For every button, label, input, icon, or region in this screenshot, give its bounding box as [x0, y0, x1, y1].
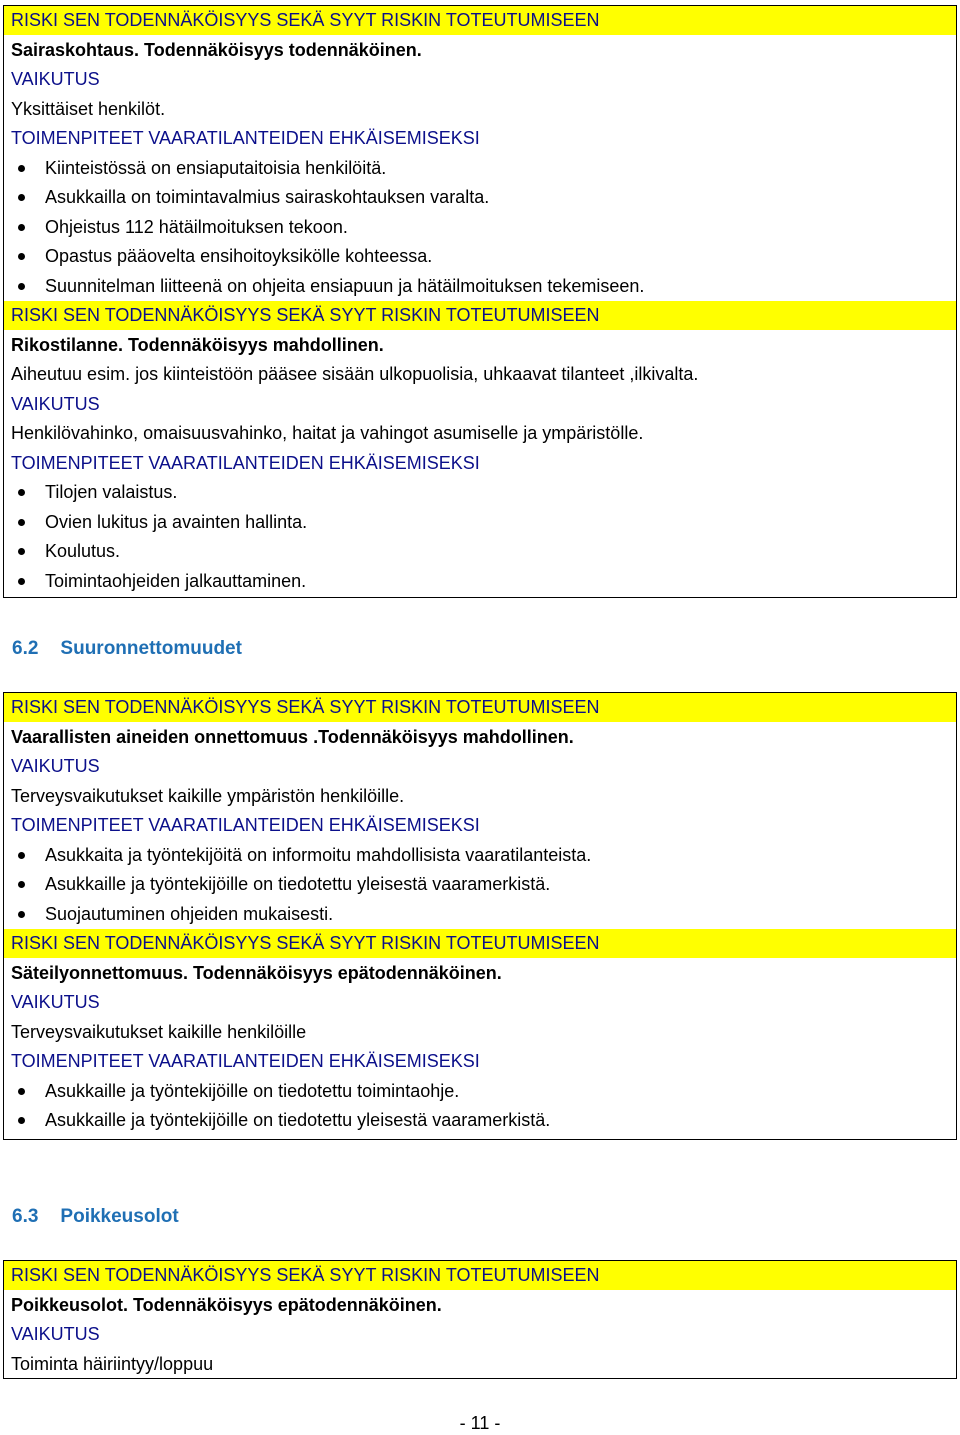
section-label-text: TOIMENPITEET VAARATILANTEIDEN EHKÄISEMISEKSI	[11, 815, 480, 835]
section-heading-6-3	[12, 1206, 179, 1228]
risk-table-1	[3, 5, 957, 598]
section-number: 6.2	[12, 638, 39, 659]
text-line-text: Yksittäiset henkilöt.	[11, 98, 166, 119]
bullet-item-text: Asukkaille ja työntekijöille on tiedotettu yleisestä vaaramerkistä.	[45, 1110, 551, 1130]
text-line	[4, 1018, 306, 1047]
bullet-item	[4, 242, 432, 271]
risk-title	[4, 959, 502, 988]
bullet-item-text: Ovien lukitus ja avainten hallinta.	[45, 511, 308, 532]
text-line	[4, 1350, 213, 1379]
risk-header	[4, 929, 956, 958]
text-line-text: Terveysvaikutukset kaikille ympäristön henkilöille.	[11, 785, 405, 806]
risk-title-text: Poikkeusolot. Todennäköisyys epätodennäköinen.	[11, 1294, 442, 1315]
risk-title-text: Sairaskohtaus. Todennäköisyys todennäköinen.	[11, 39, 422, 60]
bullet-item-text: Ohjeistus 112 hätäilmoituksen tekoon.	[45, 216, 348, 237]
section-label-text: TOIMENPITEET VAARATILANTEIDEN EHKÄISEMISEKSI	[11, 1051, 480, 1071]
section-label	[4, 988, 100, 1017]
bullet-item	[4, 478, 177, 507]
risk-header-text: RISKI SEN TODENNÄKÖISYYS SEKÄ SYYT RISKIN TOTEUTUMISEEN	[11, 305, 600, 325]
text-line-text: Henkilövahinko, omaisuusvahinko, haitat ja vahingot asumiselle ja ympäristölle.	[11, 423, 644, 443]
bullet-item	[4, 1106, 550, 1135]
bullet-icon	[18, 165, 25, 172]
bullet-icon	[18, 489, 25, 496]
bullet-icon	[18, 519, 25, 526]
bullet-item	[4, 272, 644, 301]
text-line	[4, 419, 643, 448]
bullet-item	[4, 508, 307, 537]
section-label	[4, 65, 100, 94]
section-heading-6-2	[12, 638, 242, 660]
bullet-icon	[18, 852, 25, 859]
risk-title	[4, 723, 574, 752]
bullet-icon	[18, 911, 25, 918]
section-label-text: TOIMENPITEET VAARATILANTEIDEN EHKÄISEMISEKSI	[11, 128, 480, 148]
text-line-text: Toiminta häiriintyy/loppuu	[11, 1353, 214, 1374]
bullet-item-text: Asukkaita ja työntekijöitä on informoitu mahdollisista vaaratilanteista.	[45, 844, 592, 865]
section-label-text: VAIKUTUS	[11, 393, 100, 414]
bullet-icon	[18, 548, 25, 555]
risk-title	[4, 331, 384, 360]
bullet-item	[4, 870, 550, 899]
section-label	[4, 390, 100, 419]
section-label	[4, 124, 480, 153]
bullet-item-text: Asukkailla on toimintavalmius sairaskohtauksen varalta.	[45, 187, 490, 207]
bullet-item	[4, 841, 591, 870]
section-label	[4, 1047, 480, 1076]
bullet-icon	[18, 1117, 25, 1124]
bullet-item-text: Suunnitelman liitteenä on ohjeita ensiapuun ja hätäilmoituksen tekemiseen.	[45, 275, 645, 296]
bullet-item-text: Asukkaille ja työntekijöille on tiedotettu yleisestä vaaramerkistä.	[45, 874, 551, 894]
section-label	[4, 811, 480, 840]
bullet-icon	[18, 194, 25, 201]
section-number: 6.3	[12, 1206, 39, 1227]
bullet-icon	[18, 578, 25, 585]
risk-table-3	[3, 1260, 957, 1379]
risk-title	[4, 36, 422, 65]
section-label	[4, 449, 480, 478]
section-label-text: VAIKUTUS	[11, 992, 100, 1012]
bullet-item	[4, 213, 348, 242]
risk-title-text: Rikostilanne. Todennäköisyys mahdollinen.	[11, 334, 384, 355]
section-label-text: VAIKUTUS	[11, 1324, 100, 1344]
section-label	[4, 1320, 100, 1349]
section-label-text: VAIKUTUS	[11, 756, 100, 776]
bullet-item	[4, 567, 306, 596]
risk-header-text: RISKI SEN TODENNÄKÖISYYS SEKÄ SYYT RISKIN TOTEUTUMISEEN	[11, 697, 600, 717]
bullet-icon	[18, 1088, 25, 1095]
text-line	[4, 360, 698, 389]
page-number: - 11 -	[459, 1413, 501, 1433]
risk-table-2	[3, 692, 957, 1140]
risk-header	[4, 301, 956, 330]
risk-title	[4, 1291, 442, 1320]
text-line	[4, 95, 165, 124]
bullet-item-text: Koulutus.	[45, 541, 121, 561]
risk-header	[4, 6, 956, 35]
risk-title-text: Vaarallisten aineiden onnettomuus .Todennäköisyys mahdollinen.	[11, 726, 574, 747]
bullet-item	[4, 1077, 459, 1106]
bullet-icon	[18, 253, 25, 260]
bullet-icon	[18, 283, 25, 290]
bullet-item	[4, 537, 120, 566]
text-line	[4, 782, 404, 811]
section-title: Poikkeusolot	[60, 1206, 179, 1227]
bullet-item-text: Suojautuminen ohjeiden mukaisesti.	[45, 903, 334, 924]
section-label-text: VAIKUTUS	[11, 69, 100, 89]
bullet-icon	[18, 881, 25, 888]
risk-header-text: RISKI SEN TODENNÄKÖISYYS SEKÄ SYYT RISKIN TOTEUTUMISEEN	[11, 1265, 600, 1285]
risk-title-text: Säteilyonnettomuus. Todennäköisyys epätodennäköinen.	[11, 962, 502, 983]
risk-header	[4, 1261, 956, 1290]
section-title: Suuronnettomuudet	[60, 638, 242, 659]
section-label-text: TOIMENPITEET VAARATILANTEIDEN EHKÄISEMISEKSI	[11, 452, 480, 473]
text-line-text: Terveysvaikutukset kaikille henkilöille	[11, 1021, 307, 1042]
bullet-item	[4, 183, 489, 212]
bullet-item	[4, 900, 333, 929]
bullet-item-text: Kiinteistössä on ensiaputaitoisia henkilöitä.	[45, 157, 387, 178]
bullet-item-text: Opastus pääovelta ensihoitoyksikölle kohteessa.	[45, 246, 433, 266]
bullet-item-text: Tilojen valaistus.	[45, 482, 178, 502]
bullet-item-text: Toimintaohjeiden jalkauttaminen.	[45, 570, 307, 591]
bullet-item	[4, 154, 386, 183]
risk-header-text: RISKI SEN TODENNÄKÖISYYS SEKÄ SYYT RISKIN TOTEUTUMISEEN	[11, 933, 600, 953]
section-label	[4, 752, 100, 781]
risk-header	[4, 693, 956, 722]
bullet-icon	[18, 224, 25, 231]
risk-header-text: RISKI SEN TODENNÄKÖISYYS SEKÄ SYYT RISKIN TOTEUTUMISEEN	[11, 10, 600, 30]
bullet-item-text: Asukkaille ja työntekijöille on tiedotettu toimintaohje.	[45, 1080, 460, 1101]
text-line-text: Aiheutuu esim. jos kiinteistöön pääsee sisään ulkopuolisia, uhkaavat tilanteet ,ilkivalta.	[11, 364, 699, 384]
